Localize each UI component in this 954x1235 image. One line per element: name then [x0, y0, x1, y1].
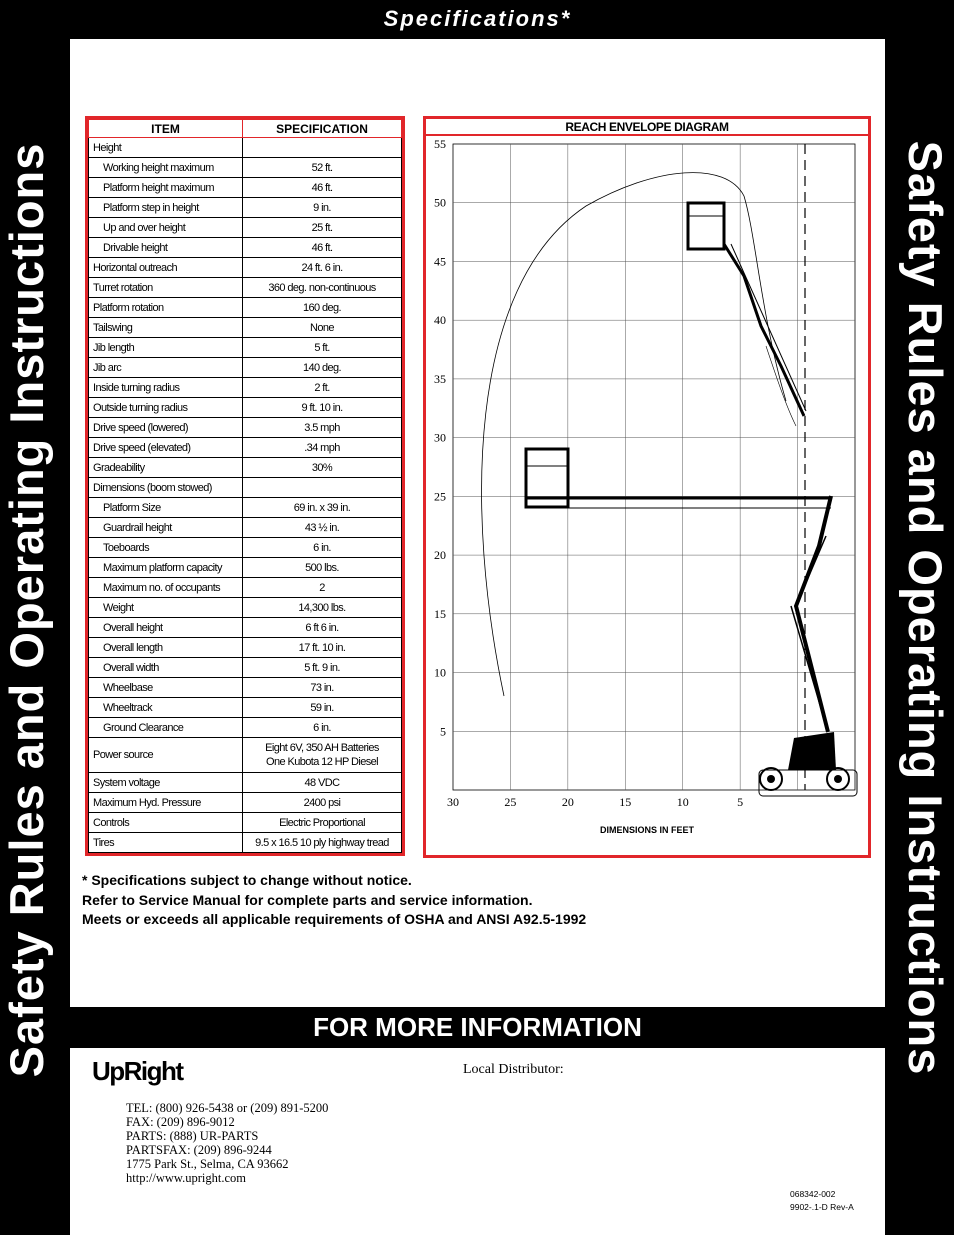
- column-header-item: ITEM: [89, 120, 243, 138]
- spec-value-line: 52 ft.: [311, 161, 333, 174]
- table-row: [89, 518, 402, 538]
- spec-item-label: Maximum platform capacity: [89, 558, 243, 578]
- spec-item-value: [243, 378, 402, 398]
- document-codes: [790, 1188, 854, 1214]
- notes-block: [82, 871, 586, 930]
- spec-item-label: Controls: [89, 813, 243, 833]
- table-row: [89, 698, 402, 718]
- table-row: [89, 218, 402, 238]
- spec-item-value: [243, 238, 402, 258]
- table-row: [89, 458, 402, 478]
- contact-tel: TEL: (800) 926-5438 or (209) 891-5200: [126, 1101, 329, 1115]
- spec-item-label: Tailswing: [89, 318, 243, 338]
- spec-item-value: [243, 738, 402, 773]
- spec-item-value: [243, 678, 402, 698]
- spec-item-label: Outside turning radius: [89, 398, 243, 418]
- specification-table: [85, 116, 405, 856]
- spec-value-line: 25 ft.: [311, 221, 333, 234]
- spec-value-line: 73 in.: [310, 681, 334, 694]
- spec-item-label: Inside turning radius: [89, 378, 243, 398]
- specification-rows: [89, 138, 402, 853]
- spec-value-line: 46 ft.: [311, 241, 333, 254]
- table-row: [89, 538, 402, 558]
- spec-item-value: [243, 138, 402, 158]
- spec-item-value: [243, 638, 402, 658]
- contact-details: [126, 1101, 328, 1185]
- y-tick-label: 55: [434, 137, 446, 151]
- table-row: [89, 178, 402, 198]
- spec-item-value: [243, 598, 402, 618]
- table-row: [89, 578, 402, 598]
- spec-item-label: Ground Clearance: [89, 718, 243, 738]
- spec-item-value: [243, 318, 402, 338]
- spec-item-value: [243, 198, 402, 218]
- machine-turret: [788, 732, 836, 770]
- upper-platform-basket: [688, 203, 724, 249]
- spec-item-value: [243, 578, 402, 598]
- spec-item-label: Tires: [89, 833, 243, 853]
- spec-item-value: [243, 458, 402, 478]
- contact-partsfax: PARTSFAX: (209) 896-9244: [126, 1143, 272, 1157]
- spec-item-value: [243, 258, 402, 278]
- spec-item-label: Jib arc: [89, 358, 243, 378]
- y-tick-label: 30: [434, 430, 446, 445]
- spec-item-value: [243, 698, 402, 718]
- table-row: [89, 418, 402, 438]
- table-row: [89, 738, 402, 773]
- spec-item-label: Drive speed (elevated): [89, 438, 243, 458]
- spec-item-value: [243, 773, 402, 793]
- contact-address: 1775 Park St., Selma, CA 93662: [126, 1157, 289, 1171]
- spec-value-line: 17 ft. 10 in.: [298, 641, 346, 654]
- spec-item-label: Up and over height: [89, 218, 243, 238]
- spec-item-label: Wheelbase: [89, 678, 243, 698]
- table-row: [89, 813, 402, 833]
- spec-item-value: [243, 558, 402, 578]
- document-revision: 9902-.1-D Rev-A: [790, 1202, 854, 1212]
- y-tick-label: 5: [440, 724, 446, 739]
- spec-item-label: Platform height maximum: [89, 178, 243, 198]
- table-row: [89, 598, 402, 618]
- spec-item-label: Drivable height: [89, 238, 243, 258]
- table-row: [89, 278, 402, 298]
- wheel-front-hub: [834, 775, 842, 783]
- spec-item-label: Maximum no. of occupants: [89, 578, 243, 598]
- y-tick-label: 45: [434, 254, 446, 269]
- table-row: [89, 498, 402, 518]
- spec-item-label: Dimensions (boom stowed): [89, 478, 243, 498]
- spec-item-value: [243, 278, 402, 298]
- note-line: Meets or exceeds all applicable requirements of OSHA and ANSI A92.5-1992: [82, 911, 587, 927]
- spec-value-line: 48 VDC: [304, 776, 340, 789]
- x-tick-label: 25: [504, 795, 517, 809]
- spec-value-line: 2 ft.: [314, 381, 330, 394]
- spec-item-value: [243, 298, 402, 318]
- spec-value-line: 360 deg. non-continuous: [268, 281, 376, 294]
- spec-value-line: 24 ft. 6 in.: [301, 261, 343, 274]
- spec-item-value: [243, 218, 402, 238]
- table-row: [89, 198, 402, 218]
- table-row: [89, 158, 402, 178]
- spec-item-label: Turret rotation: [89, 278, 243, 298]
- column-header-specification: SPECIFICATION: [243, 120, 402, 138]
- spec-value-line: 2400 psi: [303, 796, 341, 809]
- table-row: [89, 298, 402, 318]
- spec-item-value: [243, 833, 402, 853]
- table-row: [89, 833, 402, 853]
- table-row: [89, 258, 402, 278]
- x-tick-label: 30: [447, 795, 459, 809]
- spec-item-label: Jib length: [89, 338, 243, 358]
- table-row: [89, 558, 402, 578]
- spec-item-label: Height: [89, 138, 243, 158]
- spec-value-line: 160 deg.: [302, 301, 342, 314]
- more-information-banner: FOR MORE INFORMATION: [313, 1012, 642, 1042]
- diagram-dimension-note: DIMENSIONS IN FEET: [599, 825, 694, 835]
- spec-item-label: Toeboards: [89, 538, 243, 558]
- spec-item-value: [243, 398, 402, 418]
- spec-item-value: [243, 438, 402, 458]
- spec-item-value: [243, 418, 402, 438]
- reach-envelope-drawing: [426, 136, 868, 856]
- spec-value-line: 3.5 mph: [304, 421, 340, 434]
- spec-item-label: Horizontal outreach: [89, 258, 243, 278]
- spec-item-label: Gradeability: [89, 458, 243, 478]
- page-header-title: Specifications*: [383, 6, 572, 31]
- y-tick-label: 20: [434, 548, 446, 563]
- spec-value-line: 30%: [311, 461, 333, 474]
- upper-boom: [724, 244, 804, 416]
- spec-item-value: [243, 518, 402, 538]
- y-tick-label: 25: [434, 489, 446, 504]
- spec-item-label: Wheeltrack: [89, 698, 243, 718]
- spec-value-line: 9 in.: [313, 201, 331, 214]
- table-row: [89, 338, 402, 358]
- spec-item-label: Platform step in height: [89, 198, 243, 218]
- spec-item-label: Power source: [89, 738, 243, 773]
- upper-boom-side: [731, 244, 806, 411]
- table-row: [89, 378, 402, 398]
- spec-item-label: Overall width: [89, 658, 243, 678]
- spec-item-label: Overall height: [89, 618, 243, 638]
- spec-value-line: 6 in.: [313, 541, 331, 554]
- spec-item-value: [243, 618, 402, 638]
- spec-value-line: One Kubota 12 HP Diesel: [266, 756, 378, 768]
- spec-item-label: Drive speed (lowered): [89, 418, 243, 438]
- spec-value-line: 69 in. x 39 in.: [293, 501, 351, 514]
- spec-value-line: None: [310, 321, 334, 334]
- table-row: [89, 358, 402, 378]
- document-part-number: 068342-002: [790, 1189, 836, 1199]
- spec-value-line: 59 in.: [310, 701, 334, 714]
- y-tick-label: 50: [434, 195, 446, 210]
- contact-parts: PARTS: (888) UR-PARTS: [126, 1129, 259, 1143]
- side-title-right: Safety Rules and Operating Instructions: [899, 140, 952, 1076]
- spec-item-value: [243, 158, 402, 178]
- spec-value-line: 5 ft.: [314, 341, 330, 354]
- table-row: [89, 658, 402, 678]
- spec-value-line: 5 ft. 9 in.: [304, 661, 340, 674]
- spec-item-value: [243, 478, 402, 498]
- table-row: [89, 618, 402, 638]
- spec-value-line: 14,300 lbs.: [298, 601, 346, 614]
- x-tick-label: 5: [737, 795, 744, 809]
- spec-item-value: [243, 658, 402, 678]
- spec-item-label: Guardrail height: [89, 518, 243, 538]
- side-title-left: Safety Rules and Operating Instructions: [0, 142, 53, 1078]
- spec-value-line: 6 ft 6 in.: [305, 621, 339, 634]
- contact-website: http://www.upright.com: [126, 1171, 247, 1185]
- wheel-rear-hub: [767, 775, 775, 783]
- y-tick-label: 35: [434, 371, 446, 386]
- y-tick-label: 15: [434, 606, 446, 621]
- spec-value-line: 9.5 x 16.5 10 ply highway tread: [255, 836, 389, 849]
- reach-envelope-diagram: [423, 116, 871, 858]
- spec-value-line: 6 in.: [313, 721, 331, 734]
- local-distributor-label: Local Distributor:: [463, 1062, 564, 1077]
- upright-logo: UpRight: [92, 1056, 183, 1086]
- table-row: [89, 478, 402, 498]
- spec-item-label: System voltage: [89, 773, 243, 793]
- machine-chassis: [759, 770, 857, 796]
- table-row: [89, 318, 402, 338]
- spec-item-value: [243, 718, 402, 738]
- table-row: [89, 638, 402, 658]
- table-row: [89, 238, 402, 258]
- spec-item-value: [243, 538, 402, 558]
- spec-value-line: 9 ft. 10 in.: [301, 401, 343, 414]
- spec-item-value: [243, 793, 402, 813]
- table-row: [89, 438, 402, 458]
- spec-value-line: 46 ft.: [311, 181, 333, 194]
- spec-item-value: [243, 813, 402, 833]
- y-tick-label: 10: [434, 665, 446, 680]
- spec-item-label: Platform Size: [89, 498, 243, 518]
- x-tick-label: 15: [619, 795, 632, 809]
- spec-item-value: [243, 498, 402, 518]
- contact-fax: FAX: (209) 896-9012: [126, 1115, 235, 1129]
- x-tick-label: 10: [676, 795, 689, 809]
- y-tick-label: 40: [434, 313, 446, 328]
- spec-value-line: 43 ½ in.: [304, 521, 340, 534]
- spec-item-label: Working height maximum: [89, 158, 243, 178]
- spec-item-label: Overall length: [89, 638, 243, 658]
- diagram-title: REACH ENVELOPE DIAGRAM: [426, 119, 868, 136]
- spec-value-line: Electric Proportional: [279, 816, 365, 829]
- spec-value-line: .34 mph: [304, 441, 340, 454]
- diagram-grid-frame: [453, 144, 855, 790]
- spec-value-line: 140 deg.: [302, 361, 342, 374]
- spec-item-label: Platform rotation: [89, 298, 243, 318]
- spec-item-value: [243, 178, 402, 198]
- x-tick-label: 20: [561, 795, 574, 809]
- table-row: [89, 773, 402, 793]
- spec-item-label: Weight: [89, 598, 243, 618]
- note-line: Refer to Service Manual for complete parts and service information.: [82, 891, 533, 908]
- spec-value-line: 2: [319, 581, 325, 594]
- table-row: [89, 678, 402, 698]
- spec-value-line: Eight 6V, 350 AH Batteries: [265, 742, 379, 754]
- table-row: [89, 793, 402, 813]
- spec-item-value: [243, 358, 402, 378]
- table-row: [89, 138, 402, 158]
- spec-item-value: [243, 338, 402, 358]
- note-line: * Specifications subject to change without notice.: [82, 872, 412, 888]
- table-row: [89, 398, 402, 418]
- spec-value-line: 500 lbs.: [305, 561, 339, 574]
- spec-item-label: Maximum Hyd. Pressure: [89, 793, 243, 813]
- table-row: [89, 718, 402, 738]
